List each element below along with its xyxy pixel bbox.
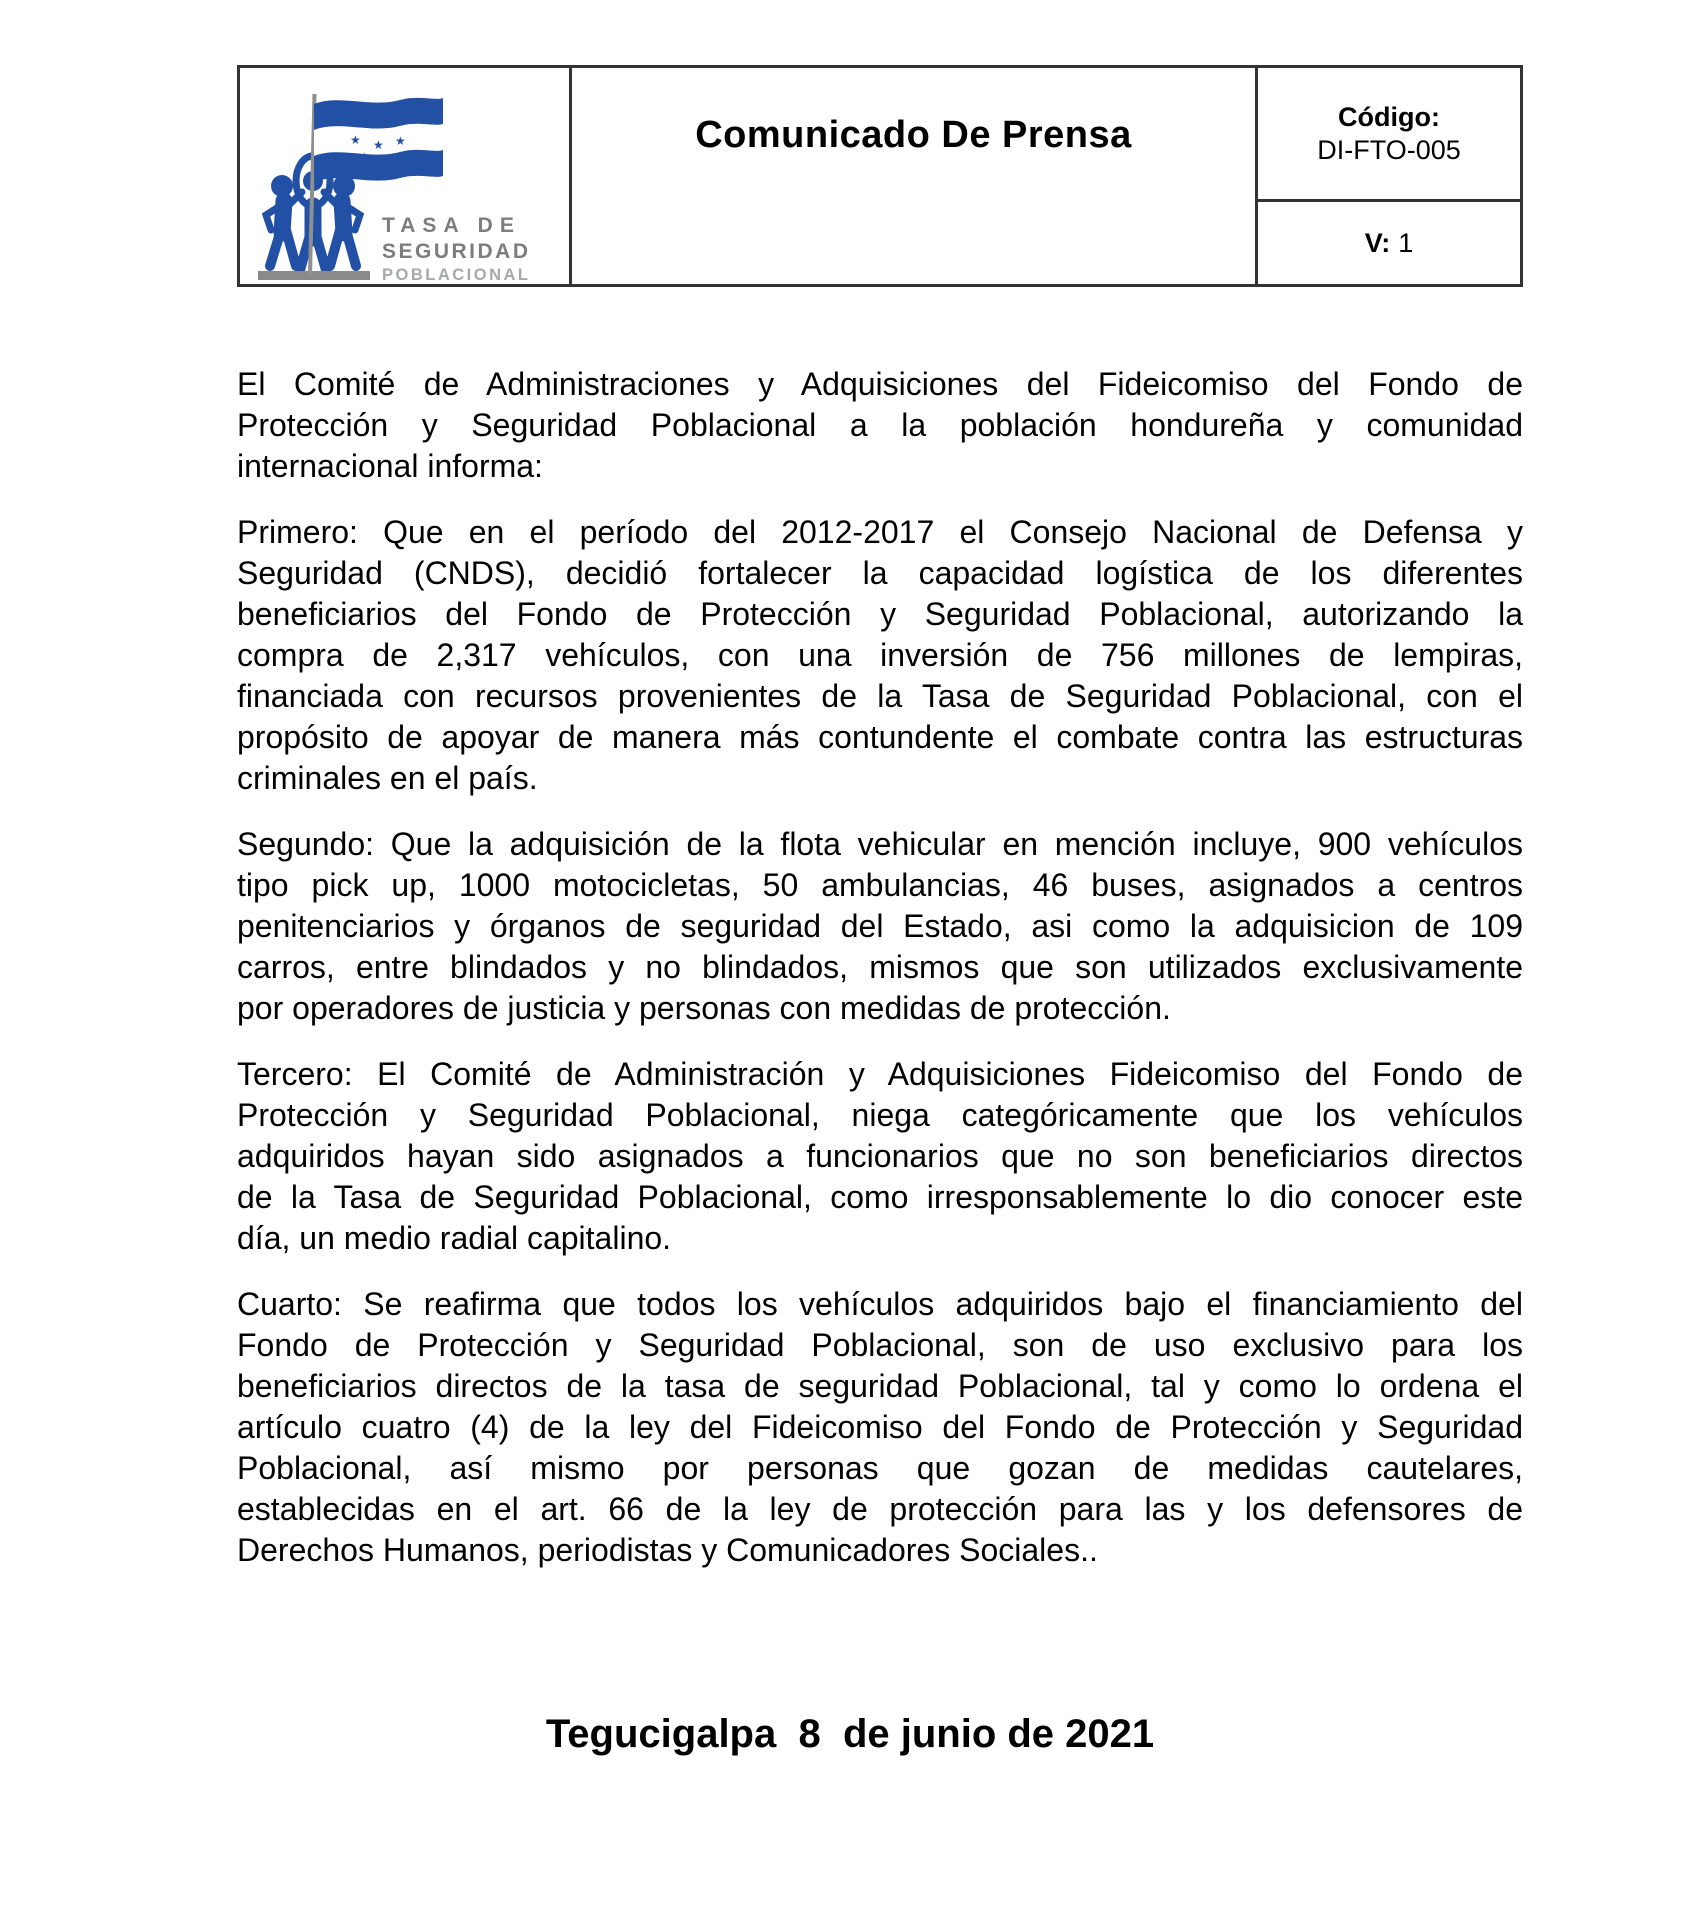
text-line: de la Tasa de Seguridad Poblacional, como irresponsablemente lo dio conocer este [237, 1179, 1523, 1215]
text-line: carros, entre blindados y no blindados, mismos que son utilizados exclusivamente [237, 949, 1523, 985]
document-body [237, 364, 1523, 1596]
logo-cell [240, 68, 572, 284]
text-line: propósito de apoyar de manera más contundente el combate contra las estructuras [237, 719, 1523, 755]
text-line: beneficiarios directos de la tasa de seguridad Poblacional, tal y como lo ordena el [237, 1368, 1523, 1404]
code-cell [1258, 68, 1520, 202]
text-line: Protección y Seguridad Poblacional, niega categóricamente que los vehículos [237, 1097, 1523, 1133]
paragraph [237, 824, 1523, 1029]
text-line: establecidas en el art. 66 de la ley de protección para las y los defensores de [237, 1491, 1523, 1527]
text-line: por operadores de justicia y personas con medidas de protección. [237, 990, 1171, 1026]
text-line: Poblacional, así mismo por personas que gozan de medidas cautelares, [237, 1450, 1523, 1486]
title-cell [572, 68, 1258, 284]
text-line: compra de 2,317 vehículos, con una inversión de 756 millones de lempiras, [237, 637, 1523, 673]
logo-text-tasa-de: TASA DE [382, 214, 521, 237]
dateline: Tegucigalpa 8 de junio de 2021 [545, 1712, 1155, 1756]
version-cell [1258, 202, 1520, 284]
text-line: Segundo: Que la adquisición de la flota vehicular en mención incluye, 900 vehículos [237, 826, 1523, 862]
text-line: Derechos Humanos, periodistas y Comunicadores Sociales.. [237, 1532, 1098, 1568]
paragraph [237, 1284, 1523, 1571]
flag-star: ★ [359, 150, 370, 164]
text-line: día, un medio radial capitalino. [237, 1220, 672, 1256]
text-line: Seguridad (CNDS), decidió fortalecer la capacidad logística de los diferentes [237, 555, 1523, 591]
logo-text-poblacional: POBLACIONAL [382, 266, 531, 284]
honduras-flag-icon [314, 98, 443, 182]
code-column [1258, 68, 1520, 284]
paragraph [237, 512, 1523, 799]
logo-text-seguridad: SEGURIDAD [382, 240, 531, 263]
code-value: DI-FTO-005 [1317, 134, 1461, 165]
flag-star: ★ [350, 133, 361, 147]
page-title: Comunicado De Prensa [695, 114, 1132, 156]
text-line: penitenciarios y órganos de seguridad del Estado, asi como la adquisicion de 109 [237, 908, 1523, 944]
text-line: Tercero: El Comité de Administración y Adquisiciones Fideicomiso del Fondo de [237, 1056, 1523, 1092]
version-value: 1 [1398, 227, 1414, 258]
text-line: criminales en el país. [237, 760, 538, 796]
text-line: internacional informa: [237, 448, 543, 484]
flag-star: ★ [395, 134, 406, 148]
text-line: beneficiarios del Fondo de Protección y Seguridad Poblacional, autorizando la [237, 596, 1523, 632]
text-line: Primero: Que en el período del 2012-2017 el Consejo Nacional de Defensa y [237, 514, 1523, 550]
flag-star: ★ [373, 138, 384, 152]
text-line: Protección y Seguridad Poblacional a la población hondureña y comunidad [237, 407, 1523, 443]
paragraph [237, 364, 1523, 487]
text-line: adquiridos hayan sido asignados a funcionarios que no son beneficiarios directos [237, 1138, 1523, 1174]
header-table [237, 65, 1523, 287]
text-line: Cuarto: Se reafirma que todos los vehículos adquiridos bajo el financiamiento del [237, 1286, 1523, 1322]
text-line: tipo pick up, 1000 motocicletas, 50 ambulancias, 46 buses, asignados a centros [237, 867, 1523, 903]
flag-star: ★ [398, 152, 409, 166]
text-line: Fondo de Protección y Seguridad Poblacional, son de uso exclusivo para los [237, 1327, 1523, 1363]
version-label: V: [1364, 227, 1391, 258]
text-line: El Comité de Administraciones y Adquisiciones del Fideicomiso del Fondo de [237, 366, 1523, 402]
paragraph [237, 1054, 1523, 1259]
code-label: Código: [1338, 101, 1440, 132]
text-line: financiada con recursos provenientes de la Tasa de Seguridad Poblacional, con el [237, 678, 1523, 714]
flag-pole [310, 94, 315, 275]
text-line: artículo cuatro (4) de la ley del Fideicomiso del Fondo de Protección y Seguridad [237, 1409, 1523, 1445]
logo-base [258, 271, 370, 280]
